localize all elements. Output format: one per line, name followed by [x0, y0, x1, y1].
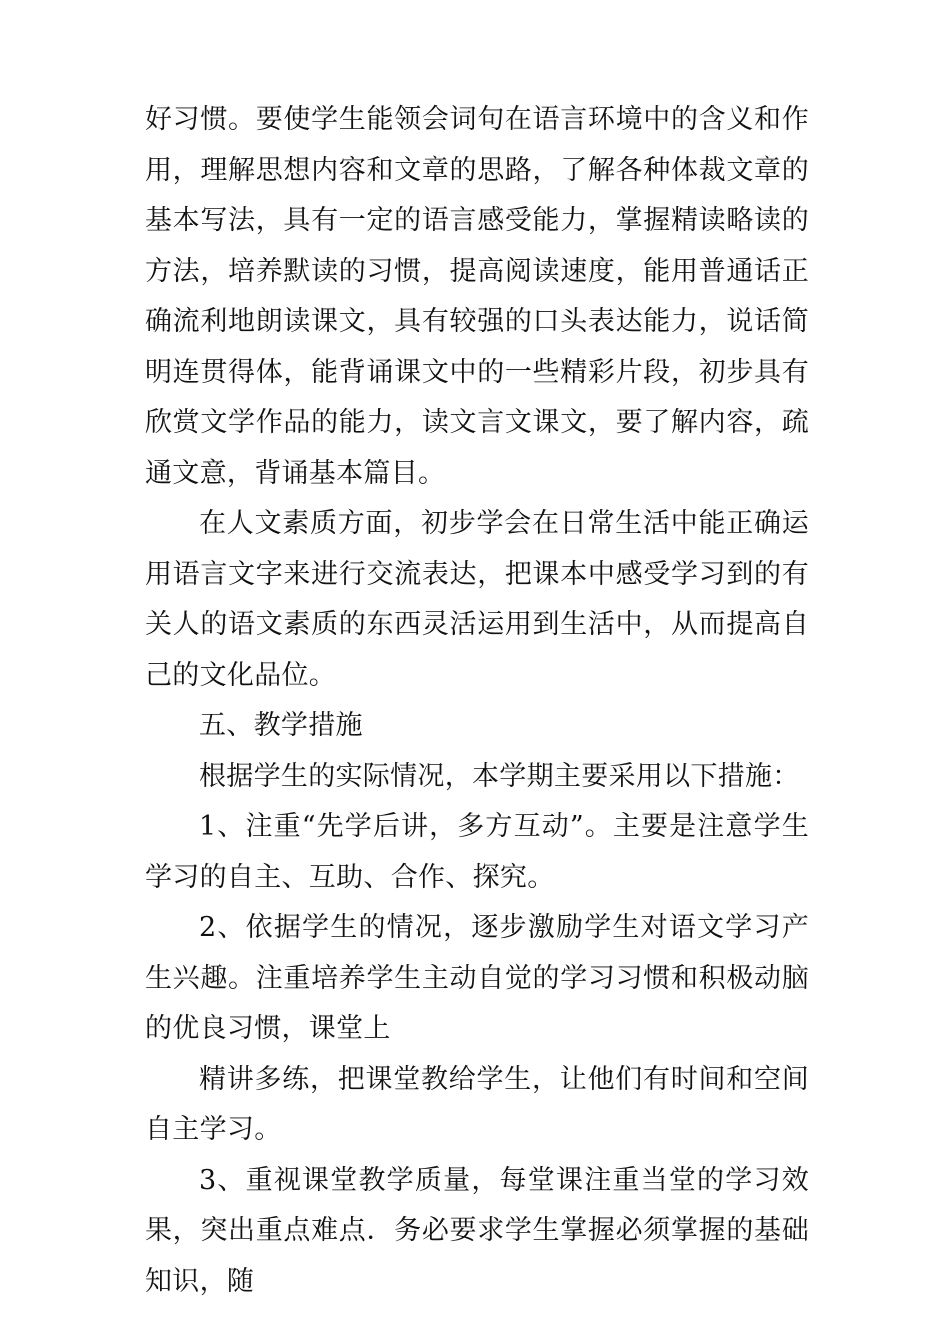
- paragraph-measure-2-continued: 精讲多练，把课堂教给学生，让他们有时间和空间自主学习。: [145, 1063, 809, 1145]
- list-item-measure-2: 2、依据学生的情况，逐步激励学生对语文学习产生兴趣。注重培养学生主动自觉的学习习惯和积极动脑的优良习惯，课堂上: [145, 912, 809, 1044]
- paragraph-reading-requirements: 好习惯。要使学生能领会词句在语言环境中的含义和作用，理解思想内容和文章的思路，了解各种体裁文章的基本写法，具有一定的语言感受能力，掌握精读略读的方法，培养默读的习惯，提高阅读速度，能用普通话正确流利地朗读课文，具有较强的口头表达能力，说话简明连贯得体，能背诵课文中的一些精彩片段，初步具有欣赏文学作品的能力，读文言文课文，要了解内容，疏通文意，背诵基本篇目。: [145, 104, 809, 489]
- paragraph-measures-intro: 根据学生的实际情况，本学期主要采用以下措施：: [199, 760, 800, 792]
- list-item-measure-3: 3、重视课堂教学质量，每堂课注重当堂的学习效果，突出重点难点．务必要求学生掌握必须掌握的基础知识，随: [145, 1164, 809, 1297]
- paragraph-humanities-quality: 在人文素质方面，初步学会在日常生活中能正确运用语言文字来进行交流表达，把课本中感受学习到的有关人的语文素质的东西灵活运用到生活中，从而提高自己的文化品位。: [145, 508, 809, 691]
- document-page: [145, 95, 809, 1307]
- list-item-measure-1: 1、注重“先学后讲，多方互动”。主要是注意学生学习的自主、互助、合作、探究。: [145, 811, 809, 893]
- section-heading-teaching-measures: 五、教学措施: [199, 710, 363, 741]
